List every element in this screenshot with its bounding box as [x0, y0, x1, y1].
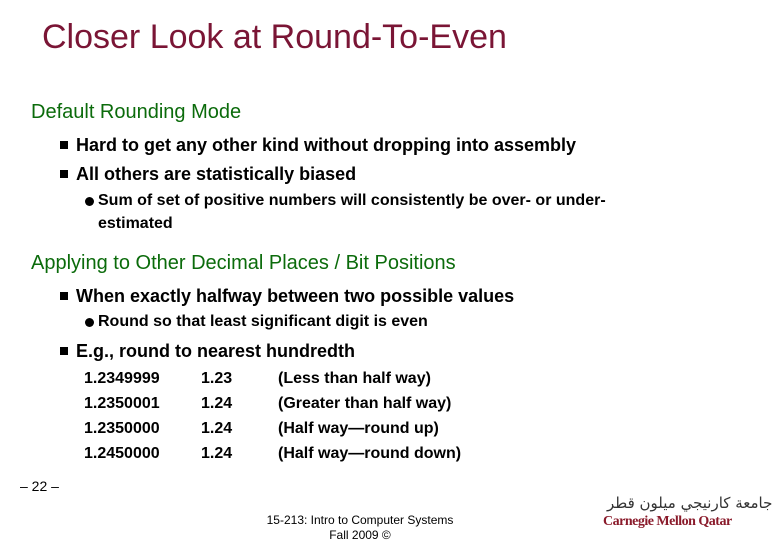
example-value: 1.2350000 [84, 420, 160, 437]
sub-bullet-round-even: Round so that least significant digit is even [98, 313, 428, 330]
bullet-hard-to-get: Hard to get any other kind without dropping into assembly [76, 135, 577, 155]
example-rounded-column [201, 366, 232, 466]
cmu-qatar-logo: Carnegie Mellon Qatar [603, 514, 732, 529]
example-value: 1.2450000 [84, 445, 160, 462]
cmu-qatar-logo-arabic: جامعة كارنيجي ميلون قطر [607, 494, 772, 512]
bullet-exactly-halfway: When exactly halfway between two possible values [76, 286, 515, 306]
example-notes-column [278, 366, 461, 466]
footer-course [240, 513, 480, 543]
example-rounded: 1.24 [201, 420, 233, 437]
example-value: 1.2349999 [84, 370, 160, 387]
footer-course-title: 15-213: Intro to Computer Systems [266, 513, 454, 527]
sub-bullet-sum-positive: Sum of set of positive numbers will consistently be over- or under- [98, 192, 606, 209]
example-rounded: 1.24 [201, 395, 233, 412]
square-bullet-icon [60, 141, 68, 149]
example-values-column [84, 366, 160, 466]
example-note: (Half way—round down) [278, 445, 462, 462]
square-bullet-icon [60, 292, 68, 300]
round-bullet-icon [85, 197, 94, 206]
example-rounded: 1.24 [201, 445, 233, 462]
bullet-statistically-biased: All others are statistically biased [76, 164, 357, 184]
sub-bullet-sum-positive-cont: estimated [98, 215, 173, 232]
section-heading-applying: Applying to Other Decimal Places / Bit Positions [31, 252, 456, 274]
example-value: 1.2350001 [84, 395, 160, 412]
example-note: (Half way—round up) [278, 420, 439, 437]
section-heading-default-rounding: Default Rounding Mode [31, 101, 242, 123]
bullet-eg-hundredth: E.g., round to nearest hundredth [76, 341, 355, 361]
round-bullet-icon [85, 318, 94, 327]
square-bullet-icon [60, 347, 68, 355]
page-number: – 22 – [20, 478, 59, 494]
slide-title: Closer Look at Round-To-Even [42, 18, 507, 56]
footer-term: Fall 2009 © [329, 528, 391, 542]
example-note: (Greater than half way) [278, 395, 452, 412]
example-note: (Less than half way) [278, 370, 431, 387]
example-rounded: 1.23 [201, 370, 233, 387]
square-bullet-icon [60, 170, 68, 178]
